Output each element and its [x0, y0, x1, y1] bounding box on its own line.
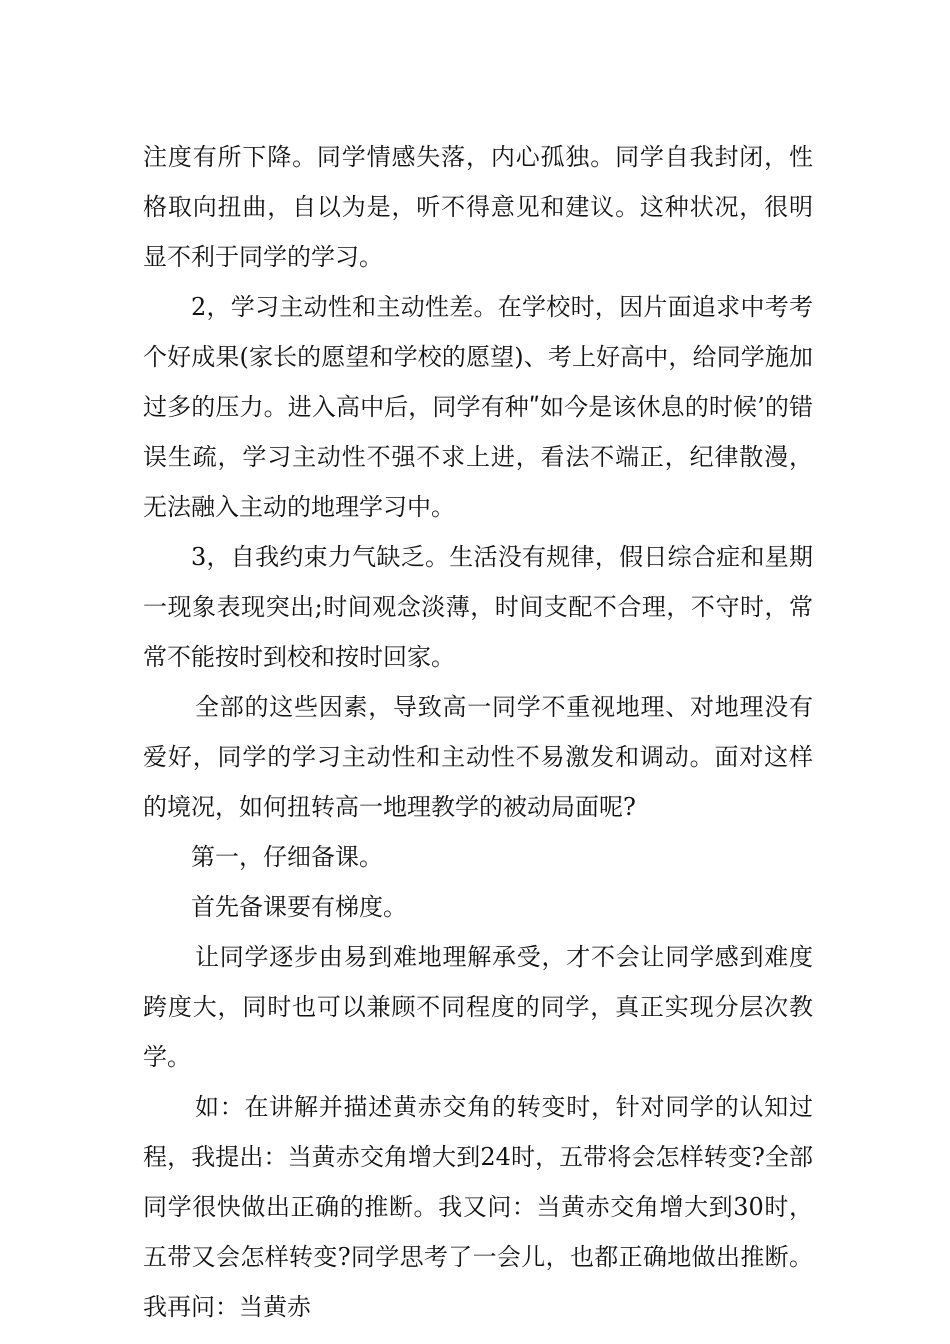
paragraph-continuation: 注度有所下降。同学情感失落，内心孤独。同学自我封闭，性格取向扭曲，自以为是，听不得意见和建议。这种状况，很明显不利于同学的学习。 [143, 143, 813, 271]
paragraph-heading-first: 第一，仔细备课。 [191, 843, 383, 871]
paragraph-gradient-prep: 首先备课要有梯度。 [191, 893, 407, 921]
paragraph-gradual-learning: 让同学逐步由易到难地理解承受，才不会让同学感到难度跨度大，同时也可以兼顾不同程度的同学，真正实现分层次教学。 [143, 943, 813, 1071]
paragraph-point-2: 2，学习主动性和主动性差。在学校时，因片面追求中考考个好成果(家长的愿望和学校的愿望)、考上好高中，给同学施加过多的压力。进入高中后，同学有种ʺ如今是该休息的时候’的错误生疏，学习主动性不强不求上进，看法不端正，纪律散漫，无法融入主动的地理学习中。 [143, 293, 813, 521]
paragraph-point-3: 3，自我约束力气缺乏。生活没有规律，假日综合症和星期一现象表现突出;时间观念淡薄，时间支配不合理，不守时，常常不能按时到校和按时回家。 [143, 543, 813, 671]
document-body [143, 132, 813, 1332]
paragraph-summary: 全部的这些因素，导致高一同学不重视地理、对地理没有爱好，同学的学习主动性和主动性不易激发和调动。面对这样的境况，如何扭转高一地理教学的被动局面呢? [143, 693, 813, 821]
paragraph-example: 如：在讲解并描述黄赤交角的转变时，针对同学的认知过程，我提出：当黄赤交角增大到24时，五带将会怎样转变?全部同学很快做出正确的推断。我又问：当黄赤交角增大到30时，五带又会怎样转变?同学思考了一会儿，也都正确地做出推断。我再问：当黄赤 [143, 1093, 813, 1321]
